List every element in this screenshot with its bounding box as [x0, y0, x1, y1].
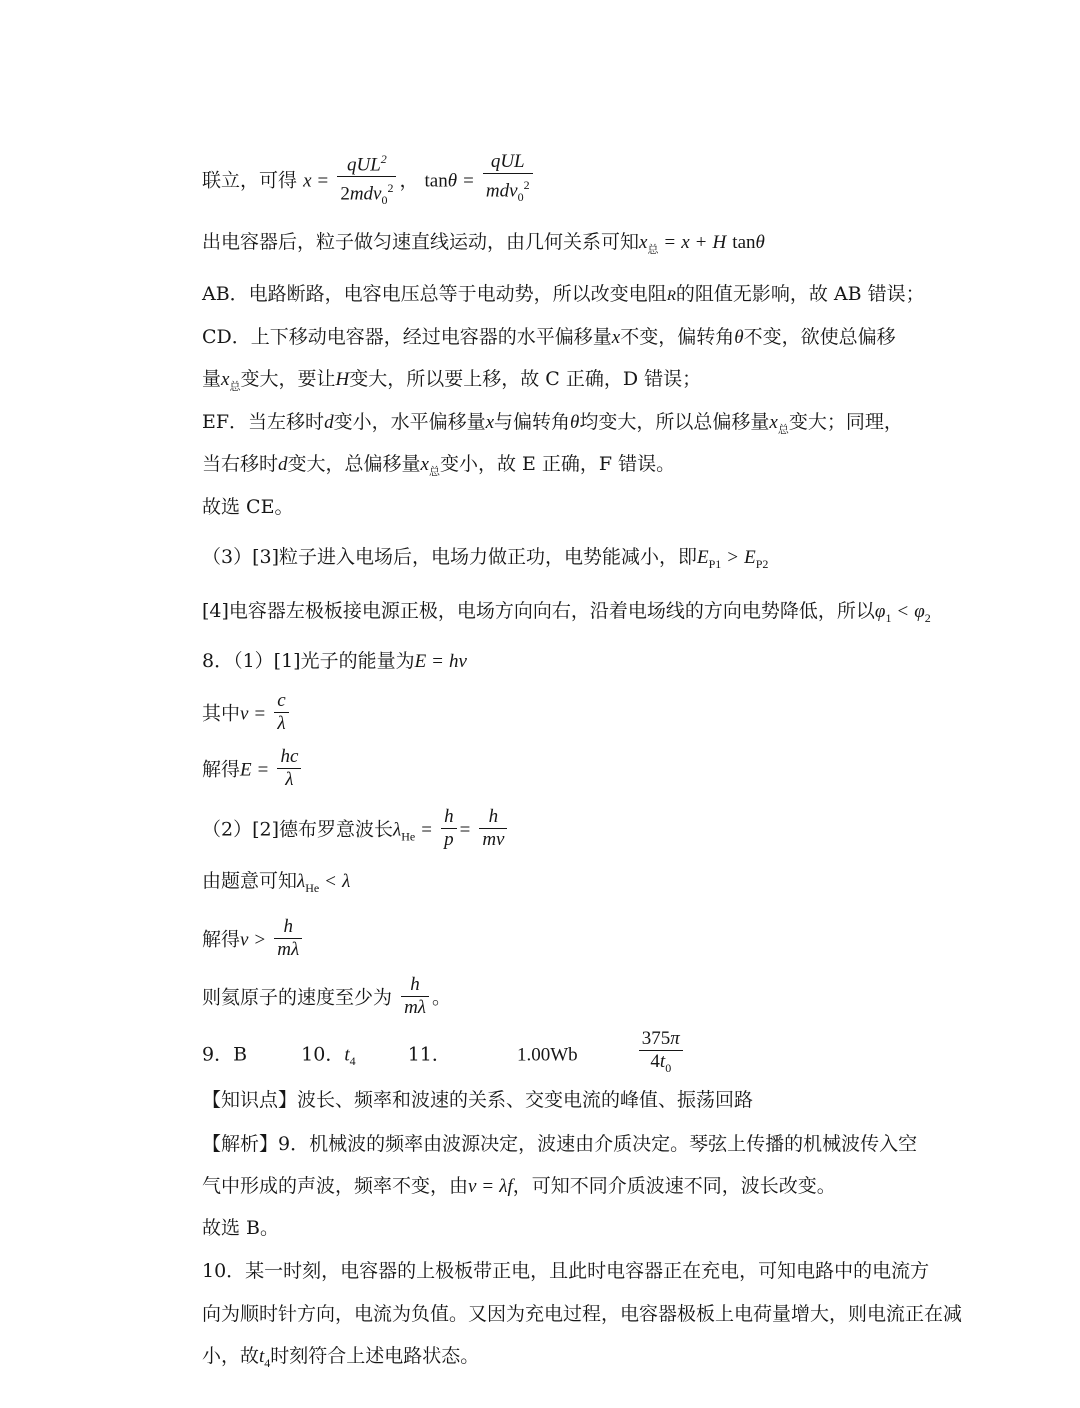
paragraph-line: 由题意可知$\lambda_{He} < \lambda$ — [202, 870, 351, 895]
answer-11-flux: 1.00Wb — [517, 1044, 578, 1066]
text: 由题意可知 — [202, 870, 298, 892]
paragraph-line: 8．（1）[1]光子的能量为E = hν — [202, 650, 467, 672]
text: 。 — [432, 986, 452, 1009]
equation-line: （2）[2]德布罗意波长$\lambda_{He}$ = $\frac{h}{p}$ = $\frac{h}{mv}$ — [202, 808, 510, 853]
text: ，可知不同介质波速不同，波长改变。 — [512, 1175, 836, 1197]
answers-line: 9．B 10．$t_4$ 11． 1.00Wb $\frac{375\pi}{4t_0}$ — [202, 1030, 686, 1081]
paragraph-line: [4]电容器左极板接电源正极，电场方向向右，沿着电场线的方向电势降低，所以$\varphi_1 < \varphi_2$ — [202, 600, 931, 625]
paragraph-line: 向为顺时针方向，电流为负值。又因为充电过程，电容器极板上电荷量增大，则电流正在减 — [202, 1303, 963, 1325]
fraction: $\frac{hc}{\lambda}$ — [277, 746, 301, 791]
subscript: 总 — [647, 242, 659, 256]
equation-line-combined: 联立，可得 x = $\frac{qUL^2}{2mdv_0^2}$ ， tanθ = $\frac{\text{qUL}}{mdv_0^2}$ — [202, 150, 536, 213]
answer-11-label: 11． — [407, 1043, 451, 1066]
equation-line: 其中ν = $\frac{c}{\lambda}$ — [202, 692, 292, 737]
paragraph-line: 故选 CE。 — [202, 496, 294, 518]
text: 联立，可得 — [202, 169, 298, 192]
paragraph-line: EF．当左移时d变小，水平偏移量x与偏转角θ均变大，所以总偏移量$x_总$变大；同理， — [202, 411, 903, 436]
text: 的阻值无影响，故 AB 错误； — [675, 283, 925, 305]
equation-line: 解得v > $\frac{h}{m\lambda}$ — [202, 918, 305, 963]
subscript: 总 — [428, 464, 440, 478]
fraction: $\frac{375\pi}{4t_0}$ — [639, 1028, 683, 1079]
text: 出电容器后，粒子做匀速直线运动，由几何关系可知 — [202, 231, 640, 253]
paragraph-line: 10．某一时刻，电容器的上极板带正电，且此时电容器正在充电，可知电路中的电流方 — [202, 1260, 930, 1282]
paragraph-line: 量$x_总$变大，要让H变大，所以要上移，故 C 正确，D 错误； — [202, 368, 702, 393]
text: 不变，欲使总偏移 — [743, 326, 896, 348]
text: 变大，要让 — [240, 368, 336, 390]
text: 均变大，所以总偏移量 — [579, 411, 770, 433]
text: 变大，总偏移量 — [287, 453, 421, 475]
text: 不变，偏转角 — [620, 326, 735, 348]
paragraph-line: CD．上下移动电容器，经过电容器的水平偏移量x不变，偏转角θ不变，欲使总偏移 — [202, 326, 896, 348]
text: 变大；同理， — [788, 411, 903, 433]
text: 与偏转角 — [494, 411, 571, 433]
fraction: $\frac{\text{qUL}}{mdv_0^2}$ — [483, 151, 533, 208]
equation-line — [202, 976, 451, 1021]
text: 变大，所以要上移，故 C 正确，D 错误； — [349, 368, 702, 390]
answer-9: 9．B — [202, 1043, 248, 1066]
fraction: $\frac{h}{mv}$ — [479, 806, 507, 851]
fraction: $\frac{h}{m\lambda}$ — [401, 974, 429, 1019]
paragraph-line: 【解析】9．机械波的频率由波源决定，波速由介质决定。琴弦上传播的机械波传入空 — [202, 1133, 918, 1155]
paragraph-line: （3）[3]粒子进入电场后，电场力做正功，电势能减小，即$E_{P1} > E_{P2}$ — [202, 546, 769, 571]
text: EF．当左移时 — [202, 411, 325, 433]
text: ， — [399, 169, 419, 192]
text: [4]电容器左极板接电源正极，电场方向向右，沿着电场线的方向电势降低，所以 — [202, 600, 875, 622]
text: 变小，故 E 正确，F 错误。 — [439, 453, 676, 475]
text: 当右移时 — [202, 453, 279, 475]
text: （2）[2]德布罗意波长 — [202, 818, 394, 841]
subscript: 总 — [229, 379, 241, 393]
paragraph-line: 气中形成的声波，频率不变，由v = λf，可知不同介质波速不同，波长改变。 — [202, 1175, 836, 1197]
text: 量 — [202, 368, 222, 390]
equation-line: 解得E = $\frac{hc}{\lambda}$ — [202, 748, 304, 793]
paragraph-line: 【知识点】波长、频率和波速的关系、交变电流的峰值、振荡回路 — [202, 1089, 754, 1111]
text: 则氦原子的速度至少为 — [202, 986, 393, 1009]
paragraph-line: 故选 B。 — [202, 1217, 280, 1239]
symbol: R — [666, 288, 676, 304]
text: 气中形成的声波，频率不变，由 — [202, 1175, 469, 1197]
text: 其中 — [202, 702, 241, 725]
paragraph-line: 小，故$t_4$时刻符合上述电路状态。 — [202, 1345, 480, 1370]
paragraph-line: 当右移时d变大，总偏移量$x_总$变小，故 E 正确，F 错误。 — [202, 453, 676, 478]
text: 变小，水平偏移量 — [333, 411, 486, 433]
text: 8．（1）[1]光子的能量为 — [202, 650, 415, 672]
fraction: $\frac{h}{m\lambda}$ — [274, 916, 302, 961]
text: CD．上下移动电容器，经过电容器的水平偏移量 — [202, 326, 612, 348]
text: 解得 — [202, 928, 241, 951]
text: 解得 — [202, 758, 241, 781]
subscript: 总 — [777, 422, 789, 436]
text: AB．电路断路，电容电压总等于电动势，所以改变电阻 — [202, 283, 667, 305]
fraction: $\frac{c}{\lambda}$ — [274, 690, 288, 735]
answer-10-label: 10． — [301, 1043, 345, 1066]
paragraph-line — [202, 280, 925, 310]
text: 时刻符合上述电路状态。 — [270, 1345, 480, 1367]
text: （3）[3]粒子进入电场后，电场力做正功，电势能减小，即 — [202, 546, 698, 568]
fraction: $\frac{qUL^2}{2mdv_0^2}$ — [337, 148, 396, 211]
fraction: $\frac{h}{p}$ — [441, 806, 457, 851]
text: 小，故 — [202, 1345, 260, 1367]
paragraph-line: 出电容器后，粒子做匀速直线运动，由几何关系可知$x_总 = x + H$ tanθ — [202, 231, 765, 256]
